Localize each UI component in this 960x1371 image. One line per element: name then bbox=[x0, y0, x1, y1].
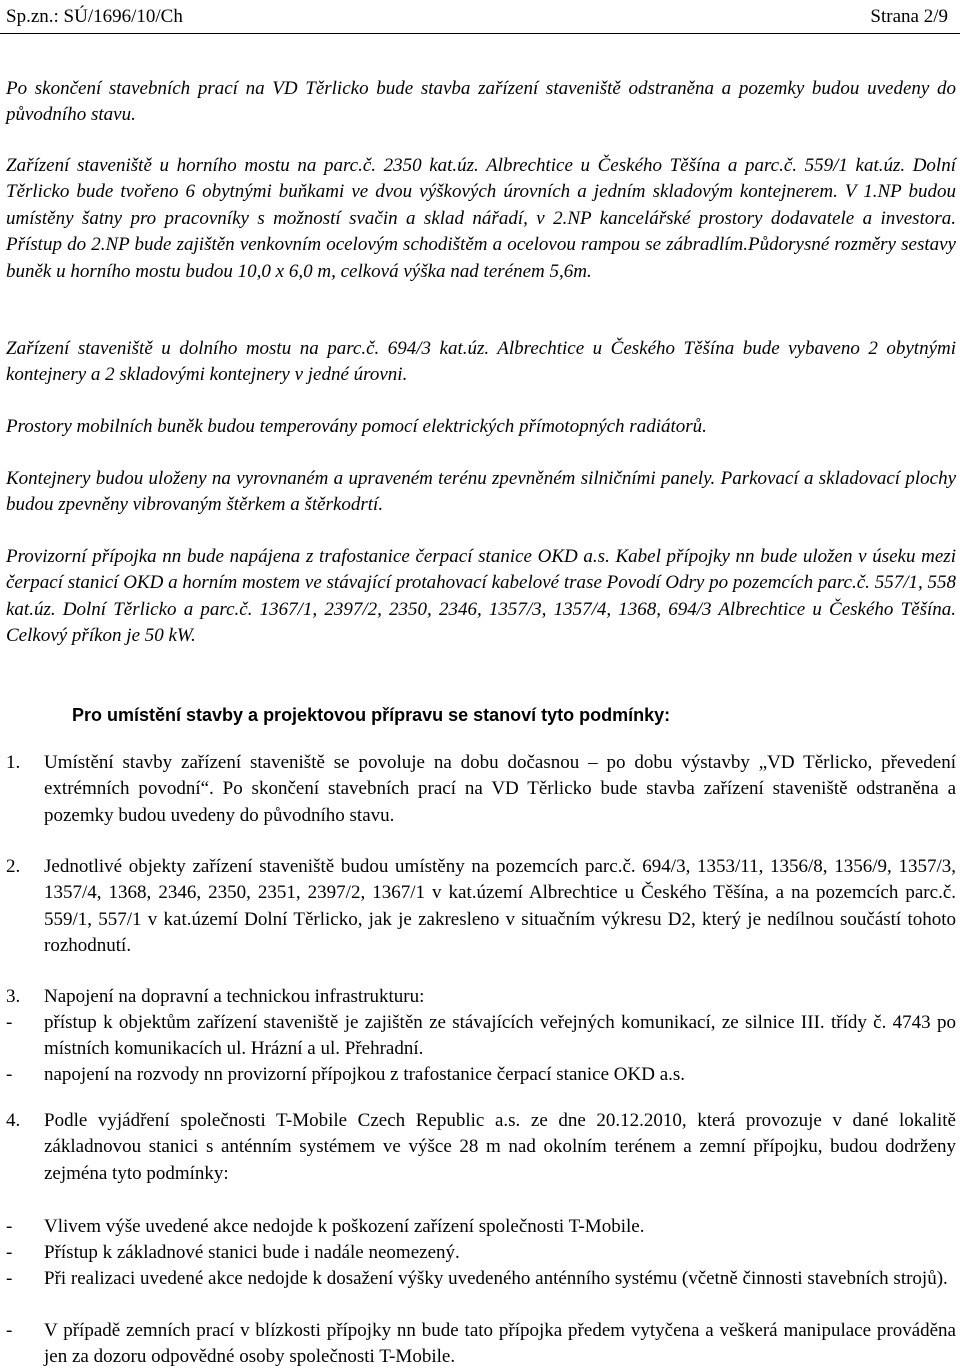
bullet-text: Vlivem výše uvedené akce nedojde k poškození zařízení společnosti T-Mobile. bbox=[44, 1216, 645, 1237]
bullet-text: napojení na rozvody nn provizorní přípojkou z trafostanice čerpací stanice OKD a.s. bbox=[44, 1064, 686, 1085]
page-header bbox=[6, 4, 948, 30]
condition-text: Jednotlivé objekty zařízení staveniště budou umístěny na pozemcích parc.č. 694/3, 1353/11, 1356/8, 1356/9, 1357/3, 1357/4, 1368, 2346, 2350, 2351, 2397/2, 1367/1 v kat.území Albrechtice u Českého Těšína, a na pozemcích parc.č. 559/1, 557/1 v kat.území Dolní Těrlicko, jak je zakresleno v situačním výkresu D2, který je nedílnou součástí tohoto rozhodnutí. bbox=[44, 856, 956, 957]
page-number: Strana 2/9 bbox=[870, 6, 948, 27]
condition-text: Umístění stavby zařízení staveniště se povoluje na dobu dočasnou – po dobu výstavby „VD Těrlicko, převedení extrémních povodní“. Po skončení stavebních prací na VD Těrlicko bude stavba zařízení staveniště odstraněna a pozemky budou uvedeny do původního stavu. bbox=[44, 752, 956, 826]
reference-number: Sp.zn.: SÚ/1696/10/Ch bbox=[6, 6, 183, 27]
condition-number: 3. bbox=[6, 986, 21, 1007]
intro-paragraph-4: Prostory mobilních buněk budou temperovány pomocí elektrických přímotopných radiátorů. bbox=[6, 416, 707, 437]
bullet-text: přístup k objektům zařízení staveniště je zajištěn ze stávajících veřejných komunikací, ze silnice III. třídy č. 4743 po místních komunikacích ul. Hrázní a ul. Přehradní. bbox=[44, 1012, 956, 1060]
header-divider bbox=[0, 33, 960, 34]
intro-paragraph-3: Zařízení staveniště u dolního mostu na parc.č. 694/3 kat.úz. Albrechtice u Českého Těšína bude vybaveno 2 obytnými kontejnery a 2 skladovými kontejnery v jedné úrovni. bbox=[6, 338, 956, 386]
condition-text: Podle vyjádření společnosti T-Mobile Czech Republic a.s. ze dne 20.12.2010, která provozuje v dané lokalitě základnovou stanici s anténním systémem ve výšce 28 m nad okolním terénem a zemní přípojku, budou dodrženy zejména tyto podmínky: bbox=[44, 1110, 956, 1184]
bullet-text: Přístup k základnové stanici bude i nadále neomezený. bbox=[44, 1242, 460, 1263]
conditions-heading: Pro umístění stavby a projektovou přípravu se stanoví tyto podmínky: bbox=[72, 705, 671, 725]
intro-paragraph-1: Po skončení stavebních prací na VD Těrlicko bude stavba zařízení staveniště odstraněna a pozemky budou uvedeny do původního stavu. bbox=[6, 78, 956, 126]
intro-paragraph-2: Zařízení staveniště u horního mostu na parc.č. 2350 kat.úz. Albrechtice u Českého Těšína a parc.č. 559/1 kat.úz. Dolní Těrlicko bude tvořeno 6 obytnými buňkami ve dvou výškových úrovních a jedním skladovým kontejnerem. V 1.NP budou umístěny šatny pro pracovníky s možností svačin a sklad nářadí, v 2.NP kancelářské prostory dodavatele a investora. Přístup do 2.NP bude zajištěn venkovním ocelovým schodištěm a ocelovou rampou se zábradlím.Půdorysné rozměry sestavy buněk u horního mostu budou 10,0 x 6,0 m, celková výška nad terénem 5,6m. bbox=[6, 155, 956, 282]
bullet-text: Při realizaci uvedené akce nedojde k dosažení výšky uvedeného anténního systému (včetně činnosti stavebních strojů). bbox=[44, 1268, 948, 1289]
intro-paragraph-5: Kontejnery budou uloženy na vyrovnaném a upraveném terénu zpevněném silničními panely. Parkovací a skladovací plochy budou zpevněny vibrovaným štěrkem a štěrkodrtí. bbox=[6, 468, 956, 516]
bullet-dash: - bbox=[6, 1216, 13, 1237]
bullet-dash: - bbox=[6, 1012, 13, 1033]
bullet-dash: - bbox=[6, 1064, 13, 1085]
bullet-dash: - bbox=[6, 1242, 13, 1263]
condition-number: 1. bbox=[6, 752, 21, 773]
condition-number: 2. bbox=[6, 856, 21, 877]
bullet-text: V případě zemních prací v blízkosti přípojky nn bude tato přípojka předem vytyčena a veškerá manipulace prováděna jen za dozoru odpovědné osoby společnosti T-Mobile. bbox=[44, 1320, 956, 1368]
bullet-dash: - bbox=[6, 1320, 13, 1341]
condition-text: Napojení na dopravní a technickou infrastrukturu: bbox=[44, 986, 425, 1007]
intro-paragraph-6: Provizorní přípojka nn bude napájena z trafostanice čerpací stanice OKD a.s. Kabel přípojky nn bude uložen v úseku mezi čerpací stanicí OKD a horním mostem ve stávající protahovací kabelové trase Povodí Odry po pozemcích parc.č. 557/1, 558 kat.úz. Dolní Těrlicko a parc.č. 1367/1, 2397/2, 2350, 2346, 1357/3, 1357/4, 1368, 694/3 Albrechtice u Českého Těšína. Celkový příkon je 50 kW. bbox=[6, 546, 956, 647]
bullet-dash: - bbox=[6, 1268, 13, 1289]
condition-number: 4. bbox=[6, 1110, 21, 1131]
